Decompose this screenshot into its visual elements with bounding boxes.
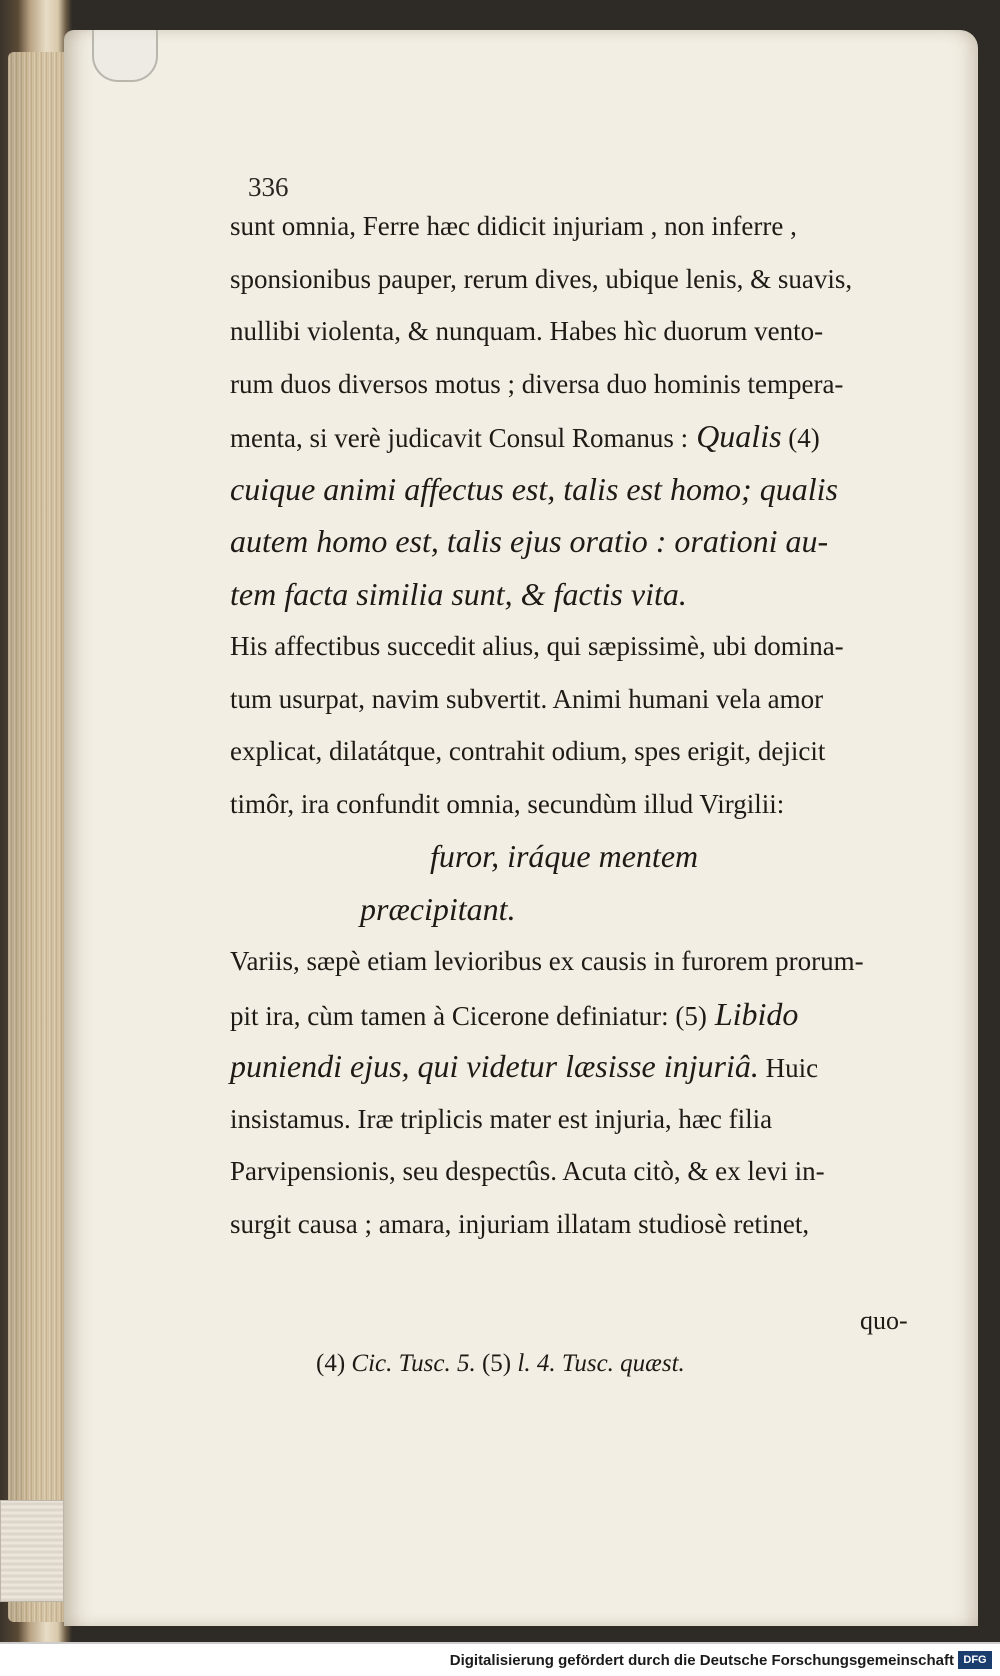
text-roman: menta, si verè judicavit Consul Romanus : [230, 423, 689, 453]
verse-line: furor, iráque mentem [430, 838, 699, 874]
footnote-ref: (4) [781, 423, 820, 453]
text-line: sunt omnia, Ferre hæc didicit injuriam , non inferre , [230, 211, 797, 241]
text-line: nullibi violenta, & nunquam. Habes hìc duorum vento- [230, 316, 824, 346]
quote-line: tem facta similia sunt, & factis vita. [230, 575, 687, 612]
footnote-4-number: (4) [316, 1350, 346, 1377]
text-italic: Qualis [688, 418, 782, 454]
text-line: sponsionibus pauper, rerum dives, ubique lenis, & suavis, [230, 263, 853, 294]
text-line: His affectibus succedit alius, qui sæpissimè, ubi domina- [230, 631, 844, 661]
text-line: insistamus. Iræ triplicis mater est injuria, hæc filia [230, 1103, 773, 1134]
text-line: surgit causa ; amara, injuriam illatam studiosè retinet, [230, 1208, 810, 1239]
text-line: rum duos diversos motus ; diversa duo hominis tempera- [230, 368, 844, 399]
body-text [230, 200, 950, 1250]
quote-line: autem homo est, talis ejus oratio : orationi au- [230, 523, 829, 559]
text-line: Parvipensionis, seu despectûs. Acuta citò, & ex levi in- [230, 1156, 825, 1186]
text-line: timôr, ira confundit omnia, secundùm illud Virgilii: [230, 788, 785, 819]
footnote-5-reference: l. 4. Tusc. quæst. [517, 1350, 685, 1377]
text-line [230, 410, 950, 463]
verse-line: præcipitant. [360, 890, 516, 927]
text-italic: Libido [706, 995, 799, 1032]
text-roman: pit ira, cùm tamen à Cicerone definiatur: (5) [230, 1000, 707, 1031]
footnotes [316, 1350, 685, 1378]
text-tail: Huic [758, 1053, 819, 1083]
footnote-4-reference: Cic. Tusc. 5. [351, 1350, 476, 1377]
quote-line: cuique animi affectus est, talis est homo; qualis [230, 470, 838, 507]
text-italic: puniendi ejus, qui videtur læsisse injuriâ. [230, 1048, 759, 1084]
catchword: quo- [860, 1306, 908, 1335]
page-tab [0, 1500, 64, 1602]
footnote-5-number: (5) [481, 1350, 512, 1377]
page-clip [92, 30, 158, 82]
text-line [230, 988, 950, 1041]
text-line [230, 1040, 950, 1093]
text-line: explicat, dilatátque, contrahit odium, spes erigit, dejicit [230, 736, 826, 766]
dfg-logo: DFG [958, 1651, 992, 1669]
text-line: tum usurpat, navim subvertit. Animi humani vela amor [230, 683, 824, 714]
text-line: Variis, sæpè etiam levioribus ex causis in furorem prorum- [230, 946, 864, 976]
page-number: 336 [248, 172, 289, 202]
footer-bar [0, 1642, 1000, 1676]
funding-credit: Digitalisierung gefördert durch die Deutsche Forschungsgemeinschaft [449, 1652, 954, 1669]
